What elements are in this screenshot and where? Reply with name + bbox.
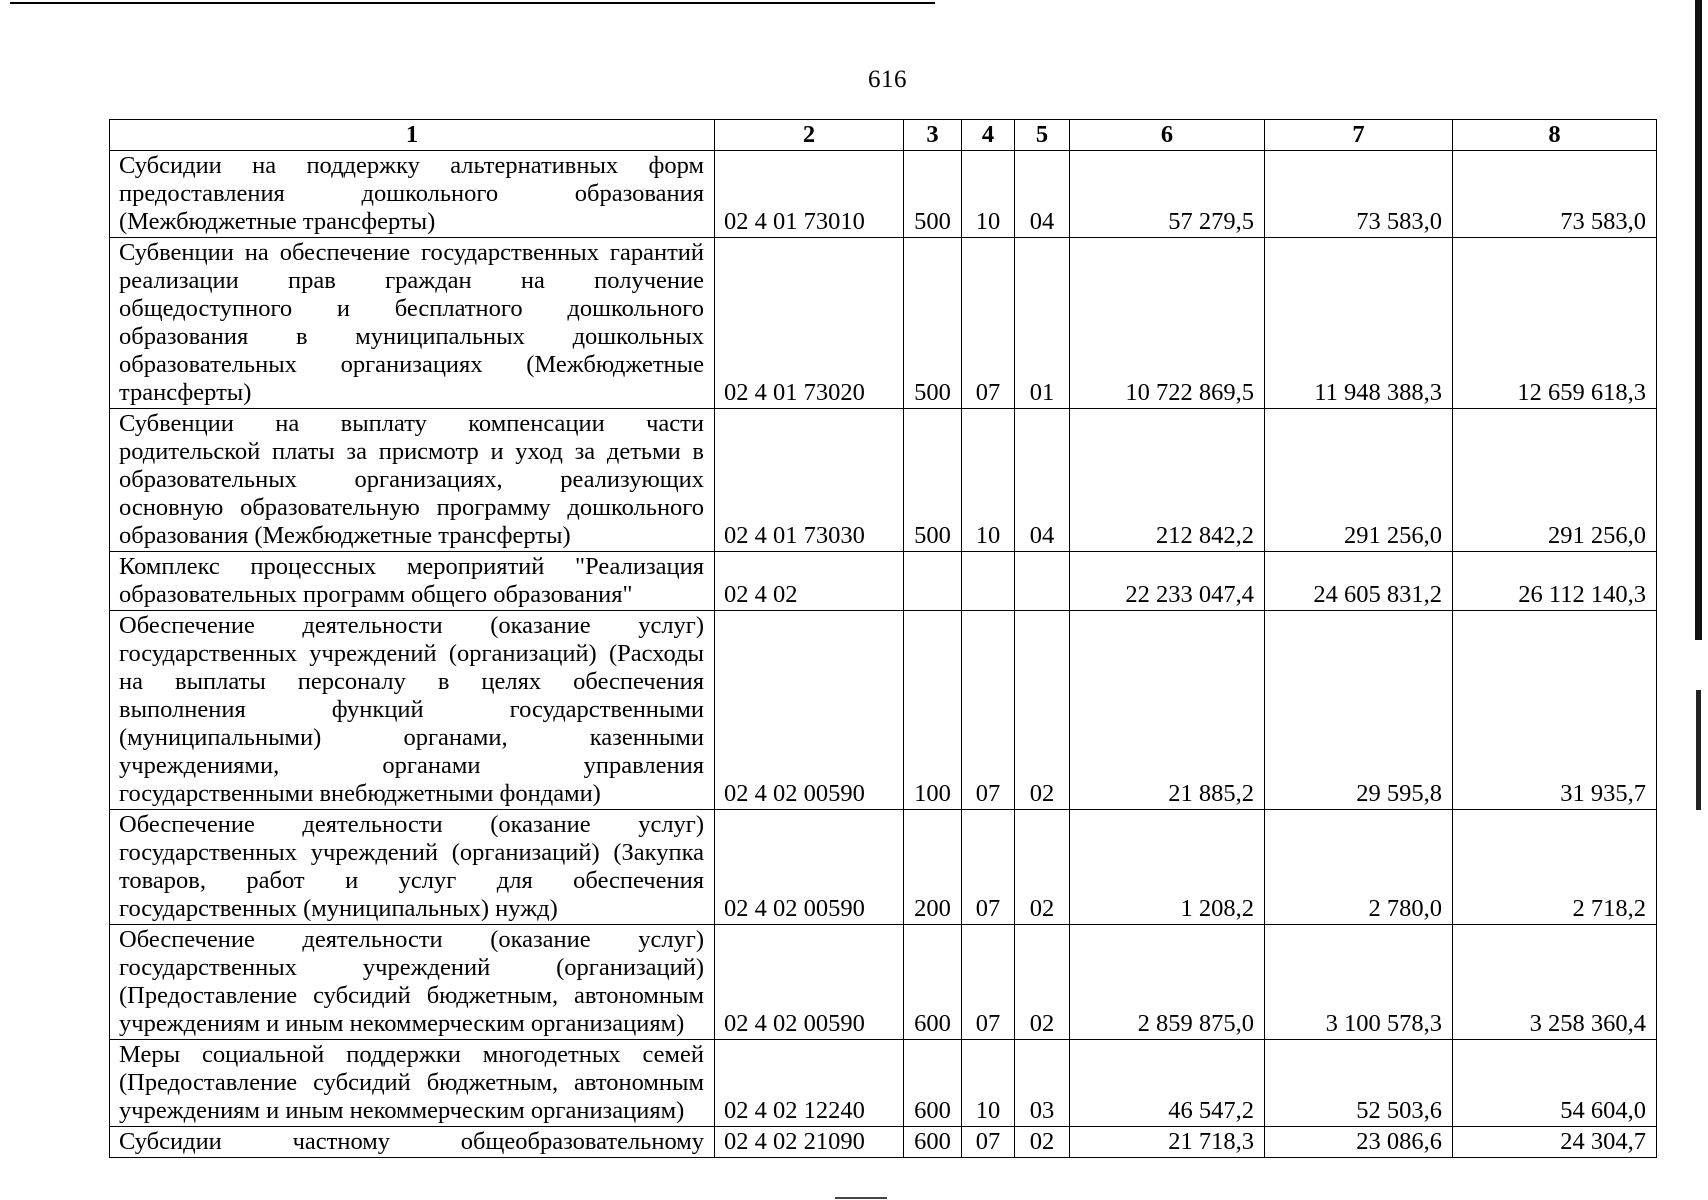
row-program-code: 02 4 01 73010 <box>715 151 904 238</box>
row-amount-8: 291 256,0 <box>1453 409 1657 552</box>
row-expense-type: 100 <box>904 611 962 810</box>
budget-table <box>109 119 1657 1158</box>
scan-artifact-mark <box>835 1197 887 1199</box>
table-row <box>110 238 1657 409</box>
row-amount-7: 23 086,6 <box>1265 1127 1453 1158</box>
row-section: 07 <box>962 611 1015 810</box>
row-program-code: 02 4 01 73020 <box>715 238 904 409</box>
row-amount-7: 291 256,0 <box>1265 409 1453 552</box>
row-description: Комплекс процессных мероприятий "Реализация образовательных программ общего образования" <box>110 552 715 611</box>
row-amount-7: 24 605 831,2 <box>1265 552 1453 611</box>
table-row <box>110 151 1657 238</box>
table-row <box>110 552 1657 611</box>
row-amount-6: 46 547,2 <box>1070 1040 1265 1127</box>
row-expense-type: 600 <box>904 1127 962 1158</box>
row-amount-6: 22 233 047,4 <box>1070 552 1265 611</box>
table-row <box>110 409 1657 552</box>
column-header-1: 1 <box>110 120 715 151</box>
row-amount-6: 212 842,2 <box>1070 409 1265 552</box>
row-description: Субсидии частному общеобразовательному <box>110 1127 715 1158</box>
row-amount-6: 1 208,2 <box>1070 810 1265 925</box>
row-program-code: 02 4 02 12240 <box>715 1040 904 1127</box>
row-description: Обеспечение деятельности (оказание услуг) государственных учреждений (организаций) (Закупка товаров, работ и услуг для обеспечения государственных (муниципальных) нужд) <box>110 810 715 925</box>
row-program-code: 02 4 02 21090 <box>715 1127 904 1158</box>
row-amount-8: 31 935,7 <box>1453 611 1657 810</box>
row-section: 07 <box>962 1127 1015 1158</box>
row-amount-7: 29 595,8 <box>1265 611 1453 810</box>
row-amount-6: 21 718,3 <box>1070 1127 1265 1158</box>
table-row <box>110 611 1657 810</box>
row-description: Субвенции на выплату компенсации части родительской платы за присмотр и уход за детьми в образовательных организациях, реализующих основную образовательную программу дошкольного образования (Межбюджетные трансферты) <box>110 409 715 552</box>
row-amount-8: 73 583,0 <box>1453 151 1657 238</box>
row-description: Субсидии на поддержку альтернативных форм предоставления дошкольного образования (Межбюджетные трансферты) <box>110 151 715 238</box>
header-row <box>110 120 1657 151</box>
row-subsection: 03 <box>1015 1040 1070 1127</box>
row-expense-type: 500 <box>904 151 962 238</box>
row-section: 10 <box>962 151 1015 238</box>
row-amount-6: 57 279,5 <box>1070 151 1265 238</box>
row-expense-type <box>904 552 962 611</box>
column-header-8: 8 <box>1453 120 1657 151</box>
row-amount-7: 11 948 388,3 <box>1265 238 1453 409</box>
row-expense-type: 200 <box>904 810 962 925</box>
row-amount-7: 52 503,6 <box>1265 1040 1453 1127</box>
row-program-code: 02 4 02 <box>715 552 904 611</box>
table-row <box>110 1040 1657 1127</box>
row-amount-8: 24 304,7 <box>1453 1127 1657 1158</box>
row-amount-8: 54 604,0 <box>1453 1040 1657 1127</box>
row-subsection: 02 <box>1015 925 1070 1040</box>
row-amount-7: 2 780,0 <box>1265 810 1453 925</box>
row-amount-7: 3 100 578,3 <box>1265 925 1453 1040</box>
table-row <box>110 810 1657 925</box>
row-program-code: 02 4 02 00590 <box>715 925 904 1040</box>
row-program-code: 02 4 02 00590 <box>715 611 904 810</box>
row-description: Обеспечение деятельности (оказание услуг) государственных учреждений (организаций) (Расходы на выплаты персоналу в целях обеспечения выполнения функций государственными (муниципальными) органами, казенными учреждениями, органами управления государственными внебюджетными фондами) <box>110 611 715 810</box>
row-subsection: 01 <box>1015 238 1070 409</box>
row-description: Субвенции на обеспечение государственных гарантий реализации прав граждан на получение общедоступного и бесплатного дошкольного образования в муниципальных дошкольных образовательных организациях (Межбюджетные трансферты) <box>110 238 715 409</box>
row-subsection: 02 <box>1015 810 1070 925</box>
row-subsection: 02 <box>1015 1127 1070 1158</box>
column-header-7: 7 <box>1265 120 1453 151</box>
row-expense-type: 500 <box>904 409 962 552</box>
top-rule <box>10 2 935 4</box>
row-expense-type: 500 <box>904 238 962 409</box>
column-header-6: 6 <box>1070 120 1265 151</box>
row-amount-8: 12 659 618,3 <box>1453 238 1657 409</box>
row-program-code: 02 4 01 73030 <box>715 409 904 552</box>
row-section: 10 <box>962 409 1015 552</box>
column-header-5: 5 <box>1015 120 1070 151</box>
row-program-code: 02 4 02 00590 <box>715 810 904 925</box>
row-description: Меры социальной поддержки многодетных семей (Предоставление субсидий бюджетным, автономным учреждениям и иным некоммерческим организациям) <box>110 1040 715 1127</box>
row-subsection <box>1015 552 1070 611</box>
row-amount-8: 3 258 360,4 <box>1453 925 1657 1040</box>
row-subsection: 02 <box>1015 611 1070 810</box>
row-expense-type: 600 <box>904 1040 962 1127</box>
page-number: 616 <box>868 66 907 93</box>
row-amount-6: 21 885,2 <box>1070 611 1265 810</box>
column-header-4: 4 <box>962 120 1015 151</box>
row-subsection: 04 <box>1015 151 1070 238</box>
row-expense-type: 600 <box>904 925 962 1040</box>
row-section: 07 <box>962 925 1015 1040</box>
row-subsection: 04 <box>1015 409 1070 552</box>
scan-edge-shadow <box>1695 0 1702 640</box>
row-section <box>962 552 1015 611</box>
column-header-3: 3 <box>904 120 962 151</box>
row-amount-7: 73 583,0 <box>1265 151 1453 238</box>
row-section: 07 <box>962 810 1015 925</box>
row-amount-6: 2 859 875,0 <box>1070 925 1265 1040</box>
scan-edge-shadow-lower <box>1696 690 1701 810</box>
table-row <box>110 925 1657 1040</box>
row-description: Обеспечение деятельности (оказание услуг) государственных учреждений (организаций) (Предоставление субсидий бюджетным, автономным учреждениям и иным некоммерческим организациям) <box>110 925 715 1040</box>
row-amount-8: 2 718,2 <box>1453 810 1657 925</box>
table-row <box>110 1127 1657 1158</box>
row-section: 07 <box>962 238 1015 409</box>
row-amount-8: 26 112 140,3 <box>1453 552 1657 611</box>
row-section: 10 <box>962 1040 1015 1127</box>
row-amount-6: 10 722 869,5 <box>1070 238 1265 409</box>
column-header-2: 2 <box>715 120 904 151</box>
